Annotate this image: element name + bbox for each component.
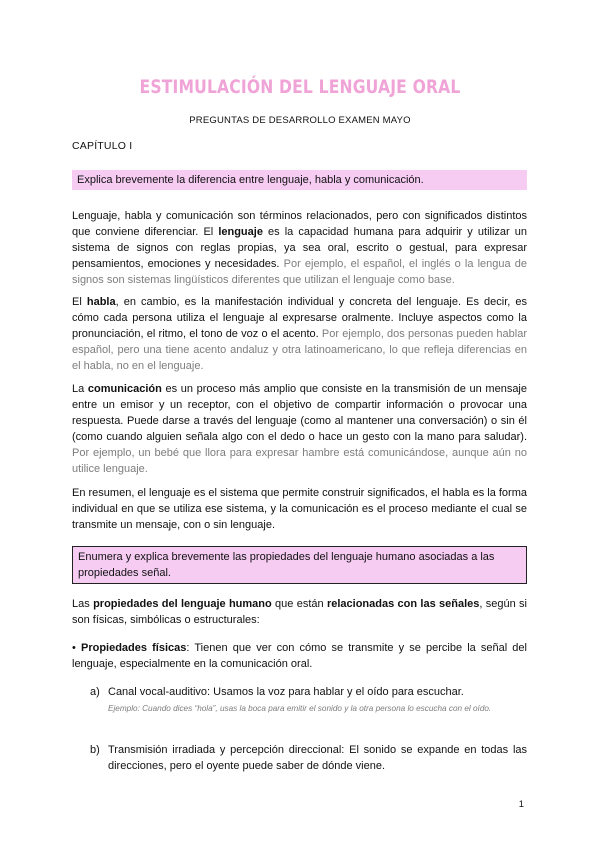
list-item-text: Canal vocal-auditivo: Usamos la voz para hablar y el oído para escuchar. [108,686,464,698]
example-text: Por ejemplo, el español, el inglés o la lengua de signos son sistemas lingüísticos diferentes que utilizan el lenguaje como base. [72,258,527,286]
text-run: : Tienen que ver con cómo se transmite y se percibe la señal del lenguaje, especialmente en la comunicación oral. [72,642,527,670]
text-run: La [72,383,88,395]
list-item-b [90,742,527,774]
text-run: que están [271,598,327,610]
list-item-text: Transmisión irradiada y percepción direccional: El sonido se expande en todas las direcciones, pero el oyente puede saber de dónde viene. [108,744,527,772]
document-subtitle: PREGUNTAS DE DESARROLLO EXAMEN MAYO [189,115,411,126]
term-habla: habla [86,296,116,308]
example-text: Por ejemplo, un bebé que llora para expresar hambre está comunicándose, aunque aún no utilice lenguaje. [72,447,527,475]
paragraph-lenguaje [72,208,527,288]
text-run: Lenguaje, habla y comunicación son términos relacionados, pero con significados distintos que conviene diferenciar. El [72,210,527,238]
text-run: , según si son físicas, simbólicas o estructurales: [72,598,527,626]
example-text: Por ejemplo, dos personas pueden hablar español, pero una tiene acento andaluz y otra latinoamericano, lo que refleja diferencias en el habla, no en el lenguaje. [72,328,527,372]
text-run: El [72,296,87,308]
paragraph-propiedades-fisicas [72,640,527,672]
list-item-a [90,684,527,717]
paragraph-resumen: En resumen, el lenguaje es el sistema que permite construir significados, el habla es la forma individual en que se utiliza ese sistema, y la comunicación es el proceso mediante el cual se transmite un mensaje, con o sin lenguaje. [72,487,527,531]
list-marker: b) [90,744,100,756]
list-marker: a) [90,686,100,698]
term-propiedades-fisicas: Propiedades físicas [80,642,187,654]
page-number: 1 [518,799,524,810]
paragraph-habla [72,294,527,374]
paragraph-propiedades [72,596,527,628]
chapter-heading: CAPÍTULO I [72,140,133,152]
document-title: ESTIMULACIÓN DEL LENGUAJE ORAL [139,76,461,98]
paragraph-comunicacion [72,381,527,477]
term-propiedades: propiedades del lenguaje humano [93,598,272,610]
text-run: es un proceso más amplio que consiste en la transmisión de un mensaje entre un emisor y un receptor, con el objetivo de compartir información o provocar una respuesta. Puede darse a través del lenguaje (como al mantener una conversación) o sin él (como cuando alguien señala algo con el dedo o hace un gesto con la mano para saludar). [72,383,527,443]
text-run: Las [72,598,94,610]
bullet: • [72,642,81,654]
question-box-1: Explica brevemente la diferencia entre lenguaje, habla y comunicación. [72,170,527,190]
term-senales: relacionadas con las señales [326,598,480,610]
question-box-2: Enumera y explica brevemente las propiedades del lenguaje humano asociadas a las propiedades señal. [72,546,527,584]
text-run: , en cambio, es la manifestación individual y concreta del lenguaje. Es decir, es cómo cada persona utiliza el lenguaje al expresarse oralmente. Incluye aspectos como la pronunciación, el ritmo, el tono de voz o el acento. [72,296,527,340]
term-comunicacion: comunicación [87,383,162,395]
term-lenguaje: lenguaje [218,226,263,238]
list-item-example: Ejemplo: Cuando dices “hola”, usas la boca para emitir el sonido y la otra persona lo escucha con el oído. [108,704,492,713]
text-run: es la capacidad humana para adquirir y utilizar un sistema de signos con reglas propias, ya sea oral, escrito o gestual, para expresar pensamientos, emociones y necesidades. [72,226,527,270]
